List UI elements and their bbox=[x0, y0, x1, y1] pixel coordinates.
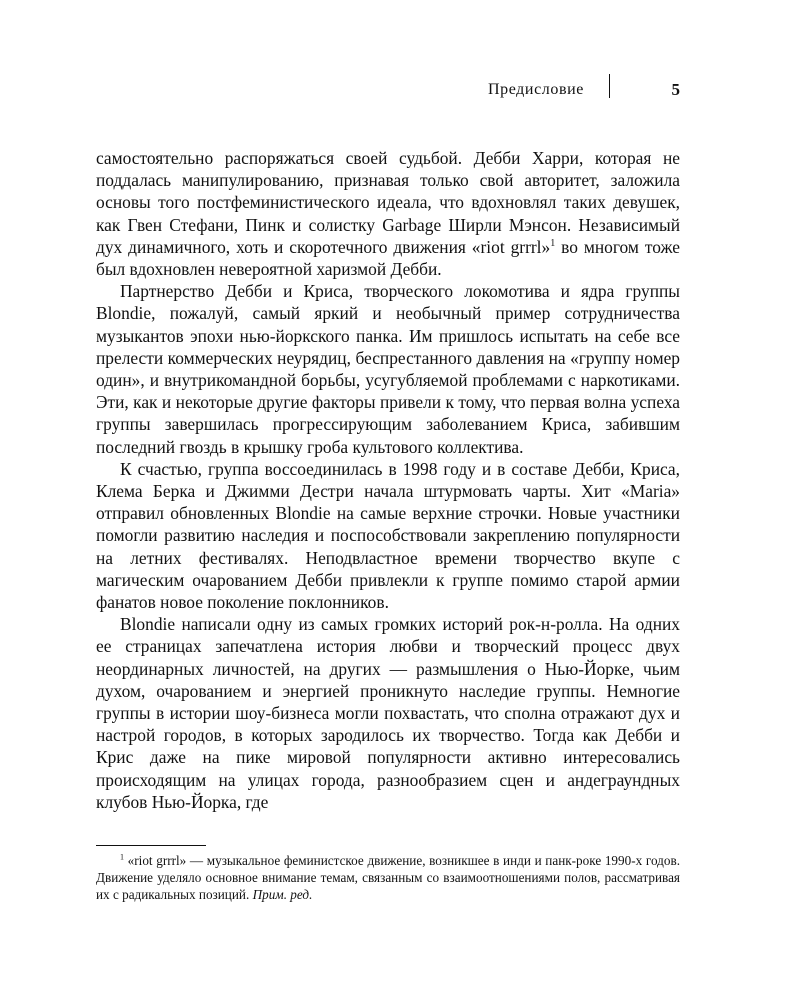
footnote-text: «riot grrrl» — музыкальное феминистское движение, возникшее в инди и панк-роке 1990-х годов. Движение уделяло основное внимание темам, связанным со взаимоотношениями полов, рассматривая их с радикальных позиций. bbox=[96, 853, 680, 903]
page-number: 5 bbox=[671, 80, 680, 99]
footnote bbox=[96, 852, 680, 904]
paragraph-1-text-before: самостоятельно распоряжаться своей судьбой. Дебби Харри, которая не поддалась манипулированию, признавая только свой авторитет, заложила основы того постфеминистического идеала, что вдохновлял таких девушек, как Гвен Стефани, Пинк и солистку Garbage Ширли Мэнсон. Независимый дух динамичного, хоть и скоротечного движения «riot grrrl» bbox=[96, 148, 680, 257]
header-divider bbox=[609, 74, 611, 98]
section-title: Предисловие bbox=[487, 81, 584, 98]
body-text bbox=[96, 147, 680, 813]
footnote-mark: 1 bbox=[120, 852, 124, 862]
footnote-divider bbox=[96, 845, 206, 846]
paragraph-1-text-after: во многом тоже был вдохновлен невероятной харизмой Дебби. bbox=[96, 236, 680, 280]
running-head bbox=[96, 80, 680, 100]
paragraph-2: Партнерство Дебби и Криса, творческого локомотива и ядра группы Blondie, пожалуй, самый яркий и необычный пример сотрудничества музыкантов эпохи нью-йоркского панка. Им пришлось испытать на себе все прелести коммерческих неурядиц, беспрестанного давления на «группу номер один», и внутрикомандной борьбы, усугубляемой проблемами с наркотиками. Эти, как и некоторые другие факторы привели к тому, что первая волна успеха группы завершилась прогрессирующим заболеванием Криса, забившим последний гвоздь в крышку гроба культового коллектива. bbox=[96, 281, 680, 457]
paragraph-3: К счастью, группа воссоединилась в 1998 году и в составе Дебби, Криса, Клема Берка и Джимми Дестри начала штурмовать чарты. Хит «Maria» отправил обновленных Blondie на самые верхние строчки. Новые участники помогли развитию наследия и поспособствовали закреплению популярности на летних фестивалях. Неподвластное времени творчество вкупе с магическим очарованием Дебби привлекли к группе помимо старой армии фанатов новое поколение поклонников. bbox=[96, 458, 680, 613]
footnote-reference[interactable]: 1 bbox=[550, 238, 556, 250]
paragraph-4: Blondie написали одну из самых громких историй рок-н-ролла. На одних ее страницах запечатлена история любви и творческий процесс двух неординарных личностей, на других — размышления о Нью-Йорке, чьим духом, очарованием и энергией проникнуто наследие группы. Немногие группы в истории шоу-бизнеса могли похвастать, что сполна отражают дух и настрой городов, в которых зародилось их творчество. Тогда как Дебби и Крис даже на пике мировой популярности активно интересовались происходящим на улицах города, разнообразием сцен и андеграундных клубов Нью-Йорка, где bbox=[96, 614, 680, 812]
editor-note: Прим. ред. bbox=[252, 887, 313, 903]
paragraph-1 bbox=[96, 147, 680, 280]
